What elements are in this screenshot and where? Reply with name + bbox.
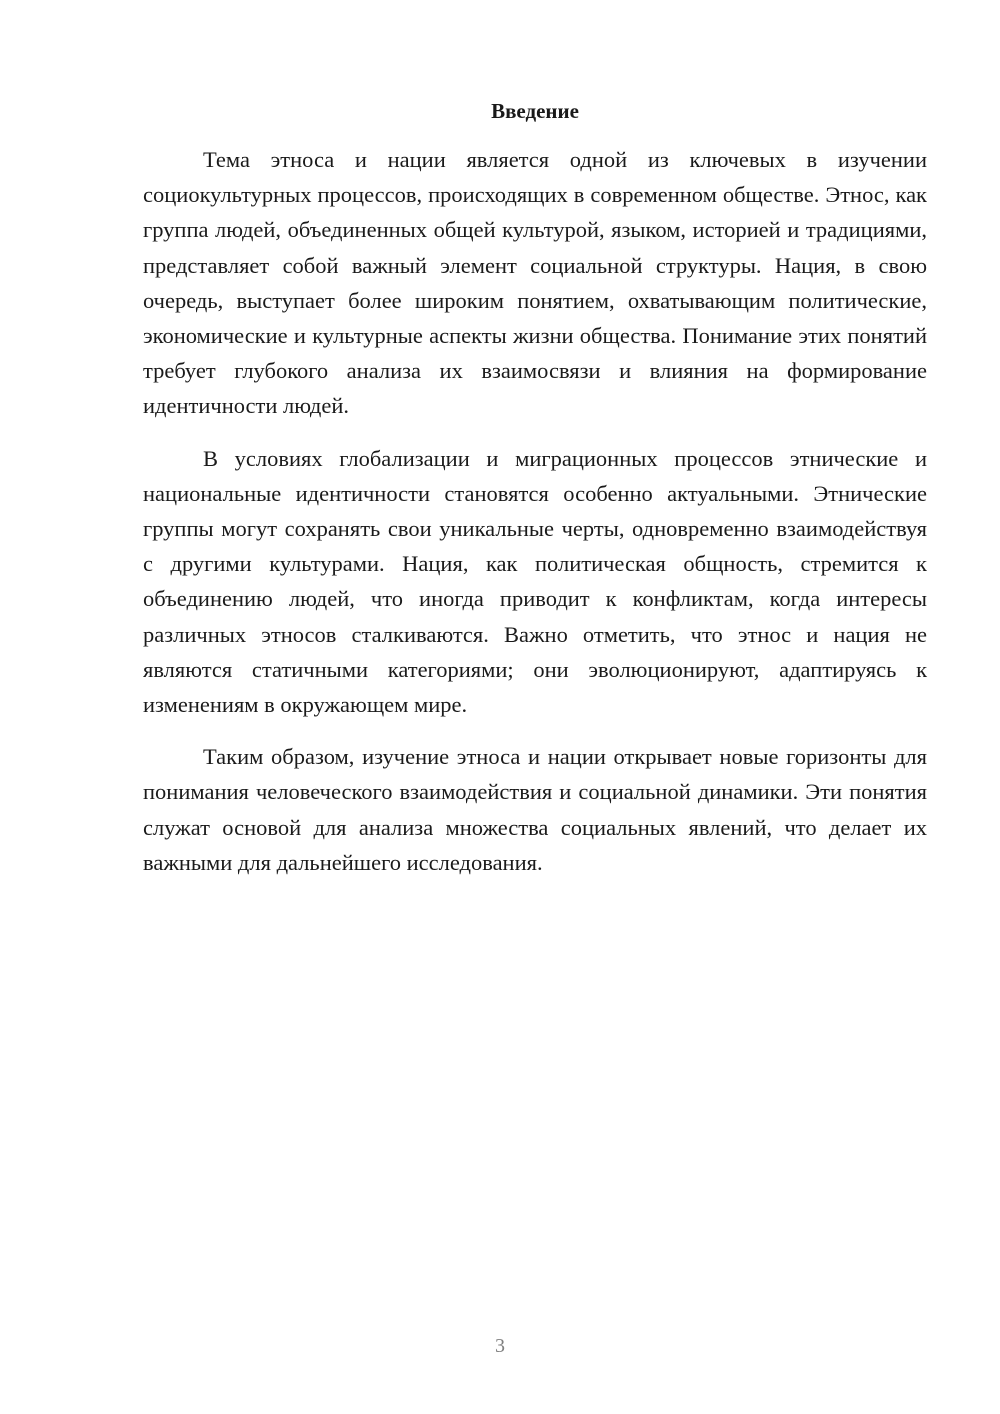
page-number: 3 xyxy=(495,1335,505,1357)
paragraph-3: Таким образом, изучение этноса и нации открывает новые горизонты для понимания человеческого взаимодействия и социальной динамики. Эти понятия служат основой для анализа множества социальных явлений, что делает их важными для дальнейшего исследования. xyxy=(143,744,927,875)
paragraph-1: Тема этноса и нации является одной из ключевых в изучении социокультурных процессов, происходящих в современном обществе. Этнос, как группа людей, объединенных общей культурой, языком, историей и традициями, представляет собой важный элемент социальной структуры. Нация, в свою очередь, выступает более широким понятием, охватывающим политические, экономические и культурные аспекты жизни общества. Понимание этих понятий требует глубокого анализа их взаимосвязи и влияния на формирование идентичности людей. xyxy=(143,147,927,419)
page-title: Введение xyxy=(491,99,579,123)
document-body xyxy=(143,142,927,897)
paragraph-2: В условиях глобализации и миграционных процессов этнические и национальные идентичности становятся особенно актуальными. Этнические группы могут сохранять свои уникальные черты, одновременно взаимодействуя с другими культурами. Нация, как политическая общность, стремится к объединению людей, что иногда приводит к конфликтам, когда интересы различных этносов сталкиваются. Важно отметить, что этнос и нация не являются статичными категориями; они эволюционируют, адаптируясь к изменениям в окружающем мире. xyxy=(143,445,927,718)
